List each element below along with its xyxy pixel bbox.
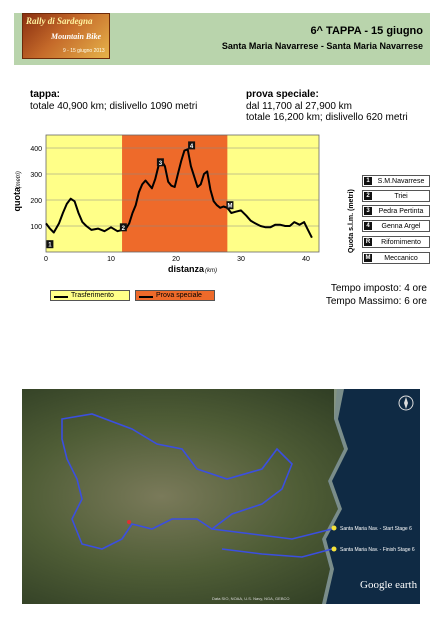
y-axis-unit: (metri) (16, 171, 22, 189)
finish-pin-icon (332, 547, 337, 552)
prova-heading: prova speciale: (246, 89, 319, 100)
checkpoint-r-name: Rifornimento (381, 239, 421, 246)
finish-label: Santa Maria Nav. - Finish Stage 6 (340, 547, 415, 553)
checkpoint-1 (362, 175, 430, 187)
checkpoint-4-name: Genna Argel (381, 223, 421, 230)
stage-title: 6^ TAPPA - 15 giugno (310, 25, 423, 37)
tappa-text: totale 40,900 km; dislivello 1090 metri (30, 100, 198, 112)
checkpoint-1-name: S.M.Navarrese (377, 178, 425, 185)
legend-trasferimento (50, 290, 130, 301)
tempo-massimo: Tempo Massimo: 6 ore (325, 296, 427, 307)
checkpoint-3-name: Pedra Pertinta (378, 208, 424, 215)
marker-label: M (227, 203, 233, 210)
marker-label: 1 (48, 242, 52, 249)
marker-label: 3 (158, 160, 163, 167)
x-tick-label: 10 (107, 256, 115, 263)
x-axis-label: distanza (168, 264, 205, 274)
map-footer: Data SIO, NOAA, U.S. Navy, NGA, GEBCO (212, 596, 290, 601)
checkpoint-4 (362, 220, 430, 232)
y-tick-label: 100 (30, 224, 42, 231)
tappa-info (30, 89, 197, 112)
y-axis-label: quota (12, 187, 22, 212)
tempo-imposto: Tempo imposto: 4 ore (330, 283, 427, 294)
legend-trasferimento-label: Trasferimento (71, 292, 114, 299)
badge-1: 1 (364, 177, 372, 185)
x-tick-label: 0 (44, 256, 48, 263)
y-tick-label: 300 (30, 172, 42, 179)
x-axis-unit: (km) (205, 268, 217, 274)
prova-text: totale 16,200 km; dislivello 620 metri (246, 112, 408, 123)
marker-label: 4 (189, 143, 194, 150)
badge-3: 3 (364, 207, 372, 215)
y-tick-label: 200 (30, 198, 42, 205)
map-graphic (22, 389, 420, 604)
logo-line3: 9 - 15 giugno 2013 (63, 48, 105, 54)
checkpoint-marker-4 (188, 141, 195, 150)
logo-line1: Rally di Sardegna (26, 16, 93, 26)
y-tick-label: 400 (30, 146, 42, 153)
checkpoint-m (362, 252, 430, 264)
rally-logo (22, 13, 110, 59)
badge-r: R (365, 239, 371, 245)
badge-4: 4 (364, 222, 372, 230)
badge-2: 2 (364, 192, 372, 200)
checkpoint-2 (362, 190, 430, 202)
checkpoint-marker-3 (157, 158, 164, 167)
checkpoint-marker-2 (120, 223, 127, 232)
start-label: Santa Maria Nav. - Start Stage 6 (340, 526, 412, 532)
checkpoint-marker-1 (46, 240, 53, 249)
checkpoint-r (362, 236, 430, 248)
tappa-heading: tappa: (30, 89, 60, 100)
x-tick-label: 20 (172, 256, 180, 263)
legend-prova-speciale (135, 290, 215, 301)
x-tick-label: 40 (302, 256, 310, 263)
checkpoint-pin-icon (127, 520, 131, 524)
plot-background (46, 135, 319, 252)
checkpoint-3 (362, 205, 430, 217)
elevation-chart (0, 125, 443, 415)
prova-info (246, 89, 408, 124)
stage-route: Santa Maria Navarrese - Santa Maria Navarrese (221, 41, 423, 51)
satellite-map (22, 389, 420, 604)
checkpoint-marker-m (226, 201, 233, 210)
prova-range: dal 11,700 al 27,900 km (246, 100, 353, 112)
marker-label: 2 (121, 225, 126, 232)
legend-line-icon (54, 296, 68, 298)
checkpoint-m-name: Meccanico (384, 255, 418, 262)
logo-line2: Mountain Bike (51, 32, 102, 41)
start-pin-icon (332, 526, 337, 531)
badge-m: M (365, 255, 371, 261)
google-earth-logo: Google earth (360, 579, 418, 591)
checkpoint-2-name: Triei (394, 193, 408, 200)
side-quota-label: Quota s.l.m. (metri) (348, 189, 355, 253)
legend-prova-label: Prova speciale (156, 292, 202, 299)
legend-line-icon (139, 296, 153, 298)
x-tick-label: 30 (237, 256, 245, 263)
